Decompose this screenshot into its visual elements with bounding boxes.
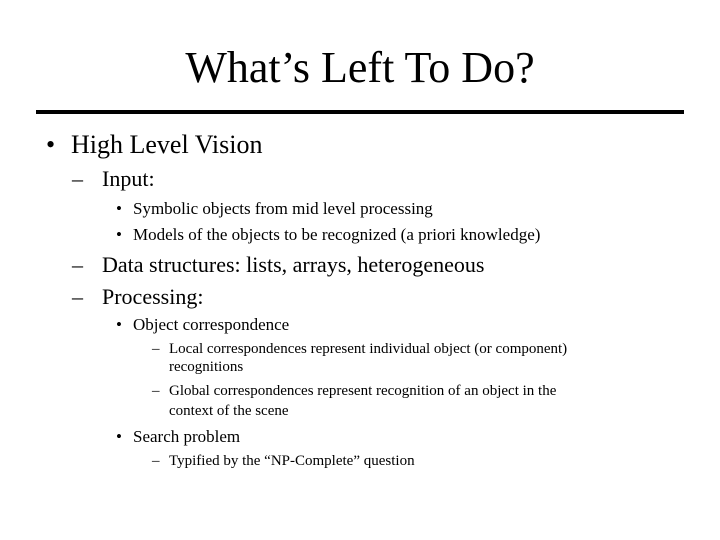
bullet-text: Data structures: lists, arrays, heterogeneous [102,252,485,277]
bullet-models [116,224,541,245]
bullet-text: Object correspondence [133,315,290,334]
bullet-np-complete [152,450,415,472]
bullet-text: Models of the objects to be recognized (a priori knowledge) [133,225,541,244]
bullet-text: Global correspondences represent recognition of an object in the [169,383,557,399]
bullet-text: Search problem [133,427,241,446]
bullet-text: Typified by the “NP-Complete” question [169,453,415,469]
bullet-marker: • [46,130,56,159]
bullet-global-correspondences-cont: context of the scene [169,403,289,419]
bullet-text: High Level Vision [71,130,263,159]
dash-marker: – [72,284,83,309]
bullet-text: Input: [102,166,155,191]
dash-marker: – [72,166,83,191]
bullet-local-correspondences-cont: recognitions [169,359,244,375]
bullet-marker: • [116,225,122,244]
slide-title: What’s Left To Do? [185,43,535,92]
dash-marker: – [72,252,83,277]
bullet-search-problem [116,426,241,447]
dash-marker: – [152,383,160,399]
bullet-marker: • [116,199,122,218]
bullet-high-level-vision [46,130,263,160]
bullet-global-correspondences [152,380,557,402]
bullet-marker: • [116,427,122,446]
bullet-text: Symbolic objects from mid level processing [133,199,433,218]
bullet-marker: • [116,315,122,334]
bullet-object-correspondence [116,314,290,335]
bullet-text: Processing: [102,284,204,309]
bullet-data-structures [72,252,485,278]
bullet-text: Local correspondences represent individual object (or component) [169,341,568,357]
bullet-processing [72,284,204,310]
title-divider [36,110,684,114]
dash-marker: – [152,453,160,469]
bullet-local-correspondences [152,338,568,360]
bullet-input [72,166,155,192]
dash-marker: – [152,341,160,357]
bullet-symbolic-objects [116,198,433,219]
